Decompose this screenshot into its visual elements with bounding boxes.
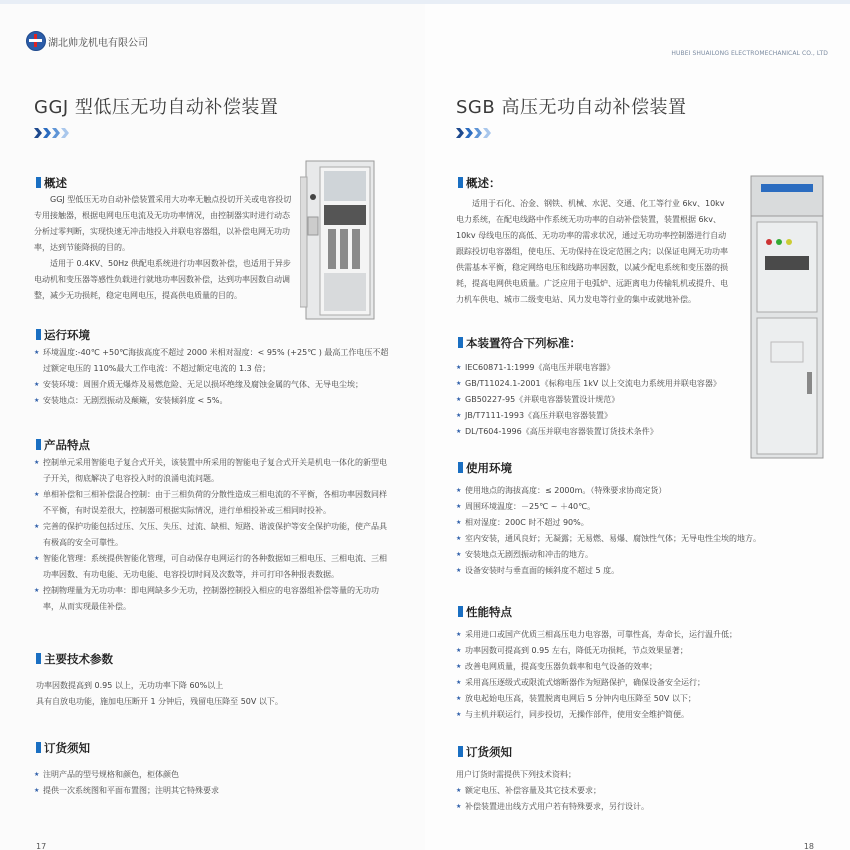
section-environment: 运行环境 [36, 327, 90, 343]
company-name: 湖北帅龙机电有限公司 [48, 38, 148, 49]
list-item: ★ JB/T7111-1993《高压并联电容器装置》 [456, 408, 741, 424]
tech-line: 具有自放电功能，施加电压断开 1 分钟后，残留电压降至 50V 以下。 [36, 697, 283, 706]
top-band [0, 0, 425, 4]
right-page [425, 0, 850, 850]
order-line-text: 额定电压、补偿容量及其它技术要求； [465, 786, 601, 795]
list-item: ★ 控制物理量为无功功率：即电网缺多少无功，控制器控制投入相应的电容器组补偿等量的无功功率，从而实现最佳补偿。 [34, 583, 394, 615]
list-item: ★ 放电起始电压高，装置脱离电网后 5 分钟内电压降至 50V 以下； [456, 691, 826, 707]
order-line: 用户订货时需提供下列技术资料； [456, 770, 576, 779]
chevron-decoration-icon [34, 128, 70, 138]
order-line-text: 补偿装置进出线方式用户若有特殊要求，另行设计。 [465, 802, 649, 811]
overview-text [456, 196, 728, 308]
section-features: 产品特点 [36, 437, 90, 453]
list-item: ★ GB50227-95《并联电容器装置设计规范》 [456, 392, 741, 408]
standards-list [456, 360, 741, 440]
list-item: ★ 环境温度:-40℃ +50℃海拔高度不超过 2000 米相对湿度：< 95% (+25℃ ) 最高工作电压不超过额定电压的 110%最大工作电流：不超过额定电流的 1.3 倍； [34, 345, 390, 377]
overview-paragraph: GGJ 型低压无功自动补偿装置采用大功率无触点投切开关或电容投切专用接触器，根据电网电压电流及无功功率情况，由控制器实时进行动态分析过零判断，实现快速无冲击地投入并联电容器组，以补偿电网无功功率，达到节能降损的目的。 [34, 195, 292, 252]
list-item: ★ 注明产品的型号规格和颜色，柜体颜色 [34, 767, 394, 783]
section-order: 订货须知 [458, 744, 512, 760]
page-number: 18 [803, 842, 814, 850]
order-line-starred [456, 799, 649, 815]
list-item: ★ 智能化管理：系统提供智能化管理，可自动保存电网运行的各种数据如三相电压、三相电流、三相功率因数、有功电能、无功电能、电容投切时间及次数等，并可打印各种报表数据。 [34, 551, 394, 583]
list-item: ★ 改善电网质量，提高变压器负载率和电气设备的效率； [456, 659, 826, 675]
list-item: ★ 完善的保护功能包括过压、欠压、失压、过流、缺相、短路、谐波保护等安全保护功能，使产品具有极高的安全可靠性。 [34, 519, 394, 551]
section-usage-env: 使用环境 [458, 460, 512, 476]
tech-params-text [36, 678, 283, 710]
section-standards: 本装置符合下列标准： [458, 335, 581, 351]
order-line-starred [456, 783, 649, 799]
star-icon: ★ [456, 787, 462, 794]
list-item: ★ 使用地点的海拔高度：≤ 2000m。（特殊要求协商定货） [456, 483, 826, 499]
list-item: ★ 功率因数可提高到 0.95 左右，降低无功损耗，节点效果显著； [456, 643, 826, 659]
list-item: ★ 相对湿度：200C 时不超过 90%。 [456, 515, 826, 531]
list-item: ★ 周围环境温度：－25℃ ~ ＋40℃。 [456, 499, 826, 515]
list-item: ★ 提供一次系统图和平面布置图；注明其它特殊要求 [34, 783, 394, 799]
ggj-cabinet-image [300, 157, 380, 322]
tech-line: 功率因数提高到 0.95 以上，无功功率下降 60%以上 [36, 681, 224, 690]
overview-text [34, 192, 292, 304]
section-overview: 概述： [458, 175, 501, 191]
company-name-english: HUBEI SHUAILONG ELECTROMECHANICAL CO., LTD [671, 50, 828, 57]
order-list [34, 767, 394, 799]
overview-paragraph: 适用于石化、冶金、钢铁、机械、水泥、交通、化工等行业 6kv、10kv 电力系统，在配电线路中作系统无功功率的自动补偿装置，装置根据 6kv、10kv 母线电压的高低、无功功率的需求状况，通过无功功率控制器进行自动跟踪投切电容器组，使电压、无功保持在设定范围之内；以保证电网无功功率供需基本平衡，稳定网络电压和线路功率因数，以减少配电系统和变压器的损耗，提高电网供电质量。广泛应用于电弧炉、远距离电力传输轧机或提升、电力机车供电、城市二级变电站、风力发电等行业的集中或就地补偿。 [456, 199, 728, 304]
section-tech-params: 主要技术参数 [36, 651, 113, 667]
list-item: ★ DL/T604-1996《高压并联电容器装置订货技术条件》 [456, 424, 741, 440]
page-number: 17 [36, 842, 47, 850]
list-item: ★ 安装地点无剧烈振动和冲击的地方。 [456, 547, 826, 563]
chevron-decoration-icon [456, 128, 492, 138]
page-title-ggj: GGJ 型低压无功自动补偿装置 [34, 97, 279, 118]
page-title-sgb: SGB 高压无功自动补偿装置 [456, 97, 687, 118]
list-item: ★ IEC60871-1:1999《高电压并联电容器》 [456, 360, 741, 376]
order-notes [456, 767, 649, 815]
list-item: ★ 设备安装时与垂直面的倾斜度不超过 5 度。 [456, 563, 826, 579]
list-item: ★ 与主机并联运行，同步投切，无操作部件，使用安全维护简便。 [456, 707, 826, 723]
section-order: 订货须知 [36, 740, 90, 756]
list-item: ★ 安装环境：周围介质无爆炸及易燃危险、无足以损坏绝缘及腐蚀金属的气体、无导电尘埃； [34, 377, 390, 393]
list-item: ★ 控制单元采用智能电子复合式开关，该装置中所采用的智能电子复合式开关是机电一体化的新型电子开关，彻底解决了电容投入时的浪涌电流问题。 [34, 455, 394, 487]
company-logo-icon [26, 31, 46, 51]
features-list [34, 455, 394, 615]
list-item: ★ 室内安装，通风良好；无凝露；无易燃、易爆、腐蚀性气体；无导电性尘埃的地方。 [456, 531, 826, 547]
list-item: ★ 采用高压逐级式或限流式熔断器作为短路保护，确保设备安全运行； [456, 675, 826, 691]
sgb-cabinet-image [747, 172, 827, 462]
overview-paragraph: 适用于 0.4KV、50Hz 供配电系统进行功率因数补偿，也适用于异步电动机和变压器等感性负载进行就地功率因数补偿，达到功率因数自动调整，减少无功损耗，稳定电网电压，提高供电质量的目的。 [34, 259, 291, 300]
top-band [425, 0, 850, 4]
usage-env-list [456, 483, 826, 579]
performance-list [456, 627, 826, 723]
list-item: ★ GB/T11024.1-2001《标称电压 1kV 以上交流电力系统用并联电容器》 [456, 376, 741, 392]
list-item: ★ 采用进口或国产优质三相高压电力电容器，可靠性高，寿命长，运行温升低； [456, 627, 826, 643]
star-icon: ★ [456, 803, 462, 810]
environment-list [34, 345, 390, 409]
list-item: ★ 安装地点：无剧烈振动及颠簸，安装倾斜度 < 5%。 [34, 393, 390, 409]
section-performance: 性能特点 [458, 604, 512, 620]
list-item: ★ 单相补偿和三相补偿混合控制：由于三相负荷的分散性造成三相电流的不平衡，各相功率因数同样不平衡，有时误差很大，控制器可根据实际情况，进行单相投补或三相同时投补。 [34, 487, 394, 519]
section-overview: 概述 [36, 175, 67, 191]
